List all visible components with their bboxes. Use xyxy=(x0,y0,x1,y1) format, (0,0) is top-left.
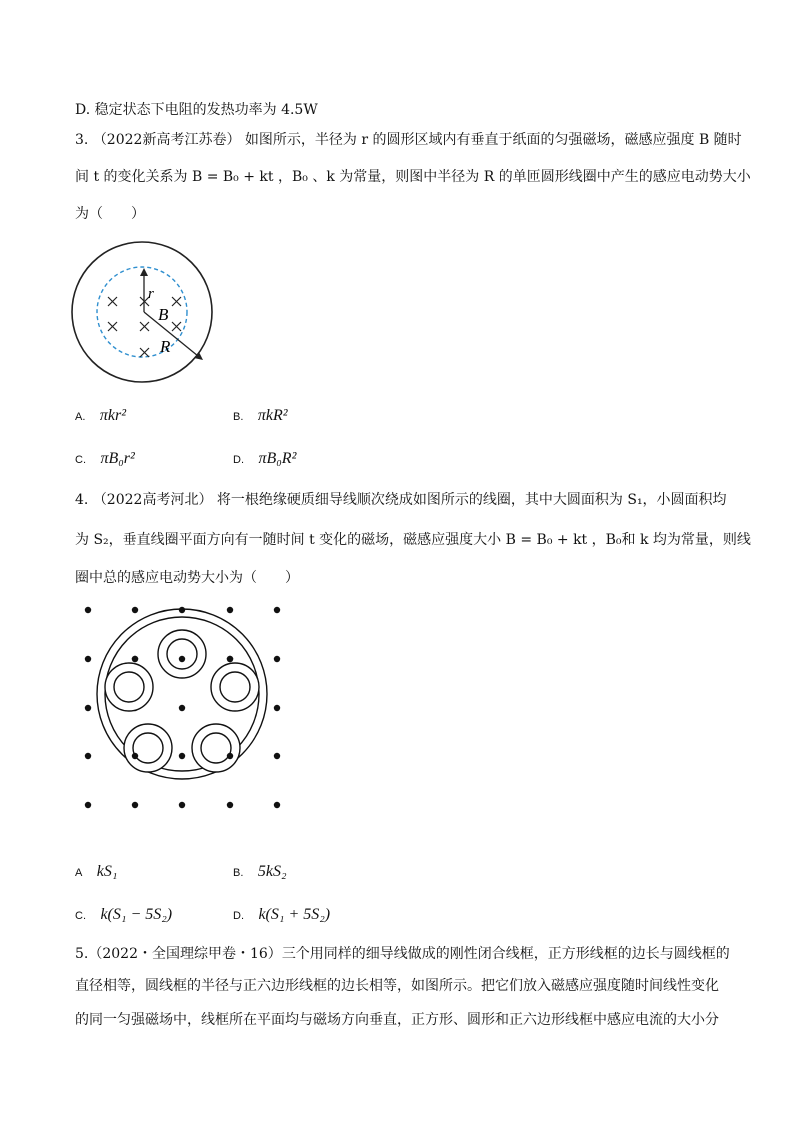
option-label: A xyxy=(75,867,83,879)
q4-option-a[interactable] xyxy=(75,862,117,883)
small-coils xyxy=(105,630,259,772)
q4-number: 4. xyxy=(75,492,89,508)
radius-R-line xyxy=(144,312,198,356)
q3-option-c[interactable] xyxy=(75,449,135,470)
q4-line1 xyxy=(75,490,727,510)
option-text: k(S₁ + 5S₂) xyxy=(258,906,331,923)
prev-option-d: D. 稳定状态下电阻的发热功率为 4.5W xyxy=(75,102,318,118)
option-label: C. xyxy=(75,910,86,922)
q4-source: （2022高考河北） xyxy=(92,492,213,508)
q4-figure xyxy=(75,600,295,820)
q3-number: 3. xyxy=(75,132,89,148)
label-R: R xyxy=(160,337,171,356)
q5-number: 5. xyxy=(75,946,89,962)
option-label: B. xyxy=(233,411,244,423)
q5-line3: 的同一匀强磁场中，线框所在平面均与磁场方向垂直，正方形、圆形和正六边形线框中感应电流的大小分 xyxy=(75,1012,719,1028)
option-label: B. xyxy=(233,867,244,879)
q4-option-d[interactable] xyxy=(233,905,330,926)
option-label: D. xyxy=(233,454,244,466)
radius-r-arrowhead xyxy=(140,268,148,276)
q3-figure xyxy=(70,238,220,388)
q4-text-1: 将一根绝缘硬质细导线顺次绕成如图所示的线圈，其中大圆面积为 S₁，小圆面积均 xyxy=(216,492,727,508)
option-text: 5kS₂ xyxy=(257,863,287,880)
q3-option-d[interactable] xyxy=(233,449,296,470)
option-label: A. xyxy=(75,411,86,423)
q5-line1 xyxy=(75,944,730,964)
option-text: kS₁ xyxy=(96,863,118,880)
field-region-r xyxy=(97,267,187,357)
q4-line3: 圈中总的感应电动势大小为（ ） xyxy=(75,570,299,586)
q3-option-b[interactable] xyxy=(233,406,288,427)
q5-line2: 直径相等，圆线框的半径与正六边形线框的边长相等，如图所示。把它们放入磁感应强度随时间线性变化 xyxy=(75,978,719,994)
q4-option-b[interactable] xyxy=(233,862,287,883)
q3-text-1: 如图所示，半径为 r 的圆形区域内有垂直于纸面的匀强磁场，磁感应强度 B 随时 xyxy=(244,132,742,148)
option-text: πB₀R² xyxy=(258,450,297,467)
option-text: πkR² xyxy=(257,407,288,424)
q4-option-c[interactable] xyxy=(75,905,172,926)
label-r: r xyxy=(148,286,154,302)
option-text: πB₀r² xyxy=(100,450,135,467)
q3-option-a[interactable] xyxy=(75,406,126,427)
option-label: D. xyxy=(233,910,244,922)
option-text: k(S₁ − 5S₂) xyxy=(100,906,173,923)
q5-source: （2022・全国理综甲卷・16） xyxy=(88,946,282,962)
q3-line1 xyxy=(75,130,742,150)
option-label: C. xyxy=(75,454,86,466)
q3-line2: 间 t 的变化关系为 B = B₀ + kt ，B₀ 、k 为常量，则图中半径为 R 的单匝圆形线圈中产生的感应电动势大小 xyxy=(75,169,751,185)
q4-line2: 为 S₂，垂直线圈平面方向有一随时间 t 变化的磁场，磁感应强度大小 B = B₀ + kt ，B₀和 k 均为常量，则线 xyxy=(75,532,751,548)
q3-line3: 为（ ） xyxy=(75,206,145,222)
q3-source: （2022新高考江苏卷） xyxy=(92,132,241,148)
option-text: πkr² xyxy=(99,407,126,424)
q5-text-1: 三个用同样的细导线做成的刚性闭合线框，正方形线框的边长与圆线框的 xyxy=(281,946,730,962)
coil-circle-R xyxy=(72,242,212,382)
label-B: B xyxy=(158,305,169,324)
